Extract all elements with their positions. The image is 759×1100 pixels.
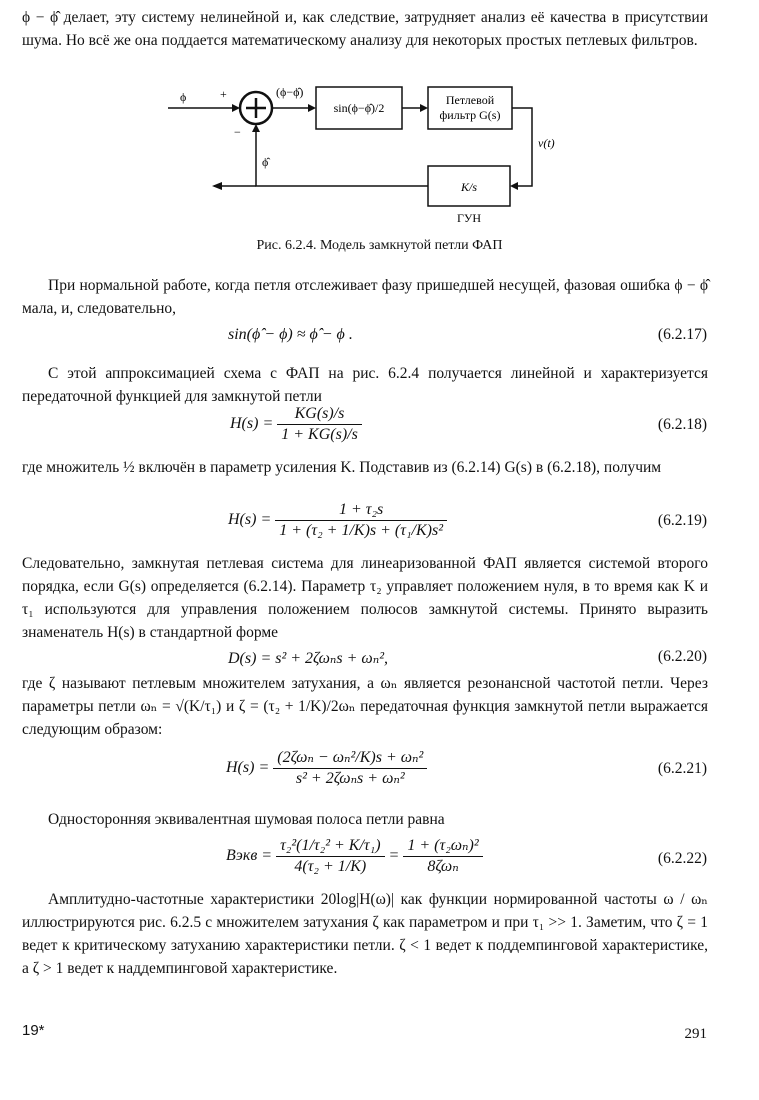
eq21-lhs: H(s) = [226, 759, 270, 777]
intro-paragraph: ϕ − ϕ̂ делает, эту систему нелинейной и, как следствие, затрудняет анализ её качества в присутствии шума. Но всё же она поддается математическому анализу для некоторых простых петлевых фильтров. [22, 9, 708, 49]
vt-label: v(t) [538, 136, 555, 150]
error-label: (ϕ−ϕ̂) [276, 85, 304, 99]
equation-6-2-19 [228, 500, 447, 541]
equation-6-2-17: sin(ϕ̂ − ϕ) ≈ ϕ̂ − ϕ . [228, 326, 353, 343]
loop-filter-label-1: Петлевой [445, 93, 495, 107]
eq21-numerator: (2ζωₙ − ωₙ²/K)s + ωₙ² [273, 748, 427, 769]
equation-6-2-20: D(s) = s² + 2ζωₙs + ωₙ², [228, 650, 388, 667]
eq22-equals: = [388, 847, 400, 865]
feedback-phi-label: ϕ̂ [262, 155, 269, 169]
paragraph-6: Односторонняя эквивалентная шумовая полоса петли равна [48, 811, 445, 828]
paragraph-5: где ζ называют петлевым множителем затухания, а ωₙ является резонансной частотой петли. Через параметры петли ωₙ = √(K/τ₁) и ζ = (τ₂ + 1/K)/2ωₙ передаточная функция замкнутой петли выражается следующим образом: [22, 675, 708, 738]
equation-6-2-22 [226, 836, 483, 877]
paragraph-3: где множитель ½ включён в параметр усиления K. Подставив из (6.2.14) G(s) в (6.2.18), получим [22, 459, 662, 476]
vco-block-label: K/s [460, 180, 478, 194]
eq19-numerator: 1 + τ₂s [275, 500, 447, 521]
minus-sign: − [234, 125, 241, 139]
sin-block-label: sin(ϕ−ϕ̂)/2 [333, 101, 385, 115]
loop-filter-label-2: фильтр G(s) [439, 108, 501, 122]
plus-sign: + [220, 87, 227, 101]
paragraph-7: Амплитудно-частотные характеристики 20log|H(ω)| как функции нормированной частоты ω / ωₙ иллюстрируются рис. 6.2.5 с множителем затухания ζ как параметром и при τ₁ >> 1. Заметим, что ζ = 1 ведет к критическому затуханию характеристики петли. ζ < 1 ведет к поддемпинговой характеристике, а ζ > 1 ведет к наддемпинговой характеристике. [22, 891, 708, 977]
eq22-denominator-2: 8ζωₙ [427, 858, 459, 875]
eq21-denominator: s² + 2ζωₙs + ωₙ² [295, 770, 405, 787]
eq22-numerator-2: 1 + (τ₂ωₙ)² [403, 836, 482, 857]
eqnum-6-2-20: (6.2.20) [657, 648, 707, 665]
eq22-numerator-1: τ₂²(1/τ₂² + K/τ₁) [276, 836, 384, 857]
eq19-denominator: 1 + (τ₂ + 1/K)s + (τ₁/K)s² [279, 522, 443, 539]
eqnum-6-2-22: (6.2.22) [657, 850, 707, 867]
eqnum-6-2-18: (6.2.18) [657, 416, 707, 433]
eq22-lhs: Bэкв = [226, 847, 273, 865]
figure-caption: Рис. 6.2.4. Модель замкнутой петли ФАП [256, 238, 503, 253]
equation-6-2-21 [226, 748, 427, 789]
vco-name-label: ГУН [456, 211, 482, 225]
paragraph-2: С этой аппроксимацией схема с ФАП на рис. 6.2.4 получается линейной и характеризуется передаточной функцией для замкнутой петли [22, 365, 708, 405]
eqnum-6-2-17: (6.2.17) [657, 326, 707, 343]
eqnum-6-2-19: (6.2.19) [657, 512, 707, 529]
paragraph-1: При нормальной работе, когда петля отслеживает фазу пришедшей несущей, фазовая ошибка ϕ − ϕ̂ мала, и, следовательно, [22, 277, 708, 317]
eq18-lhs: H(s) = [230, 415, 274, 433]
eq19-lhs: H(s) = [228, 511, 272, 529]
equation-6-2-18 [230, 404, 362, 445]
paragraph-4: Следовательно, замкнутая петлевая система для линеаризованной ФАП является системой второго порядка, если G(s) определяется (6.2.14). Параметр τ₂ управляет положением нуля, в то время как K и τ₁ используются для управления положением полюсов замкнутой системы. Принято выразить знаменатель H(s) в стандартной форме [22, 555, 708, 641]
pll-block-diagram [0, 0, 759, 240]
footer-signature: 19* [22, 1022, 45, 1039]
eq18-numerator: KG(s)/s [277, 404, 362, 425]
eq22-denominator-1: 4(τ₂ + 1/K) [294, 858, 367, 875]
eqnum-6-2-21: (6.2.21) [657, 760, 707, 777]
page-number: 291 [684, 1026, 707, 1042]
input-phi-label: ϕ [180, 90, 187, 104]
eq18-denominator: 1 + KG(s)/s [281, 426, 358, 443]
